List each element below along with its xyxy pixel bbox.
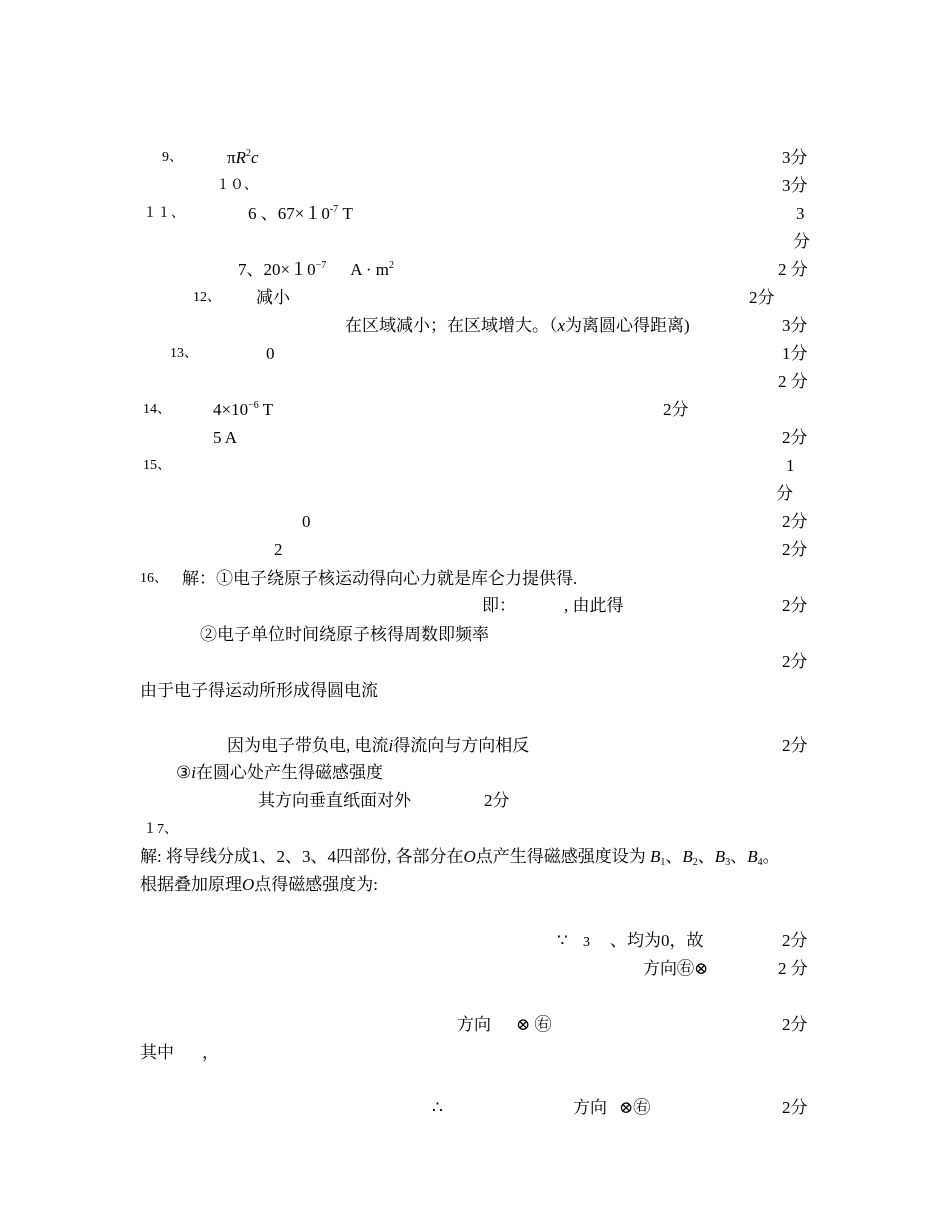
q17-line-1: 解: 将导线分成1、2、3、4四部份, 各部分在O点产生得磁感强度设为 $B_1$、$B_2$、$B_3$、$B_4$。	[140, 847, 780, 868]
q16-score-1: 2分	[782, 596, 808, 615]
q15-score-2: 2分	[782, 512, 808, 531]
q15-score-1-unit: 分	[776, 484, 793, 503]
q16-youci: , 由此得	[564, 596, 624, 615]
q17-direction-3-label: 方向	[573, 1098, 607, 1117]
q17-zero: 、均为0，故	[610, 931, 704, 950]
q16-intro: 解：①电子绕原子核运动得向心力就是库仑力提供得.	[182, 569, 578, 588]
q16-score-3: 2分	[782, 736, 808, 755]
q16-current: 由于电子得运动所形成得圆电流	[140, 681, 378, 700]
q16-outward: 其方向垂直纸面对外	[258, 791, 411, 810]
q12-number: 12、	[193, 290, 221, 305]
q17-number: １7、	[143, 822, 178, 837]
q11-score-1-unit: 分	[793, 232, 810, 251]
q16-step-3: ③i在圆心处产生得磁感强度	[176, 763, 383, 782]
q16-direction: 因为电子带负电, 电流i得流向与方向相反	[227, 736, 530, 755]
q10-score: 3分	[782, 176, 808, 195]
q17-direction-2-label: 方向	[457, 1015, 491, 1034]
q12-score-2: 3分	[782, 316, 808, 335]
q9-score: 3分	[782, 148, 808, 167]
q15-number: 15、	[143, 458, 171, 473]
q16-ji: 即：	[482, 596, 516, 615]
q14-score-1: 2分	[663, 400, 689, 419]
q9-number: 9、	[162, 150, 183, 165]
q14-number: 14、	[143, 402, 171, 417]
q17-direction-3-symbols: ⊗㊨	[619, 1098, 651, 1117]
q16-step-2: ②电子单位时间绕原子核得周数即频率	[200, 625, 489, 644]
q17-line-2: 根据叠加原理O点得磁感强度为:	[140, 875, 379, 894]
q11-score-2: 2 分	[778, 260, 808, 279]
q17-direction-2-symbols: ⊗ ㊨	[516, 1015, 552, 1034]
q13-number: 13、	[170, 346, 198, 361]
q17-therefore: ∴	[432, 1098, 443, 1117]
q17-three: 3	[583, 935, 590, 950]
q17-score-1: 2分	[782, 931, 808, 950]
q17-qizhong: 其中	[140, 1043, 174, 1062]
q16-number: 16、	[140, 571, 168, 586]
q12-score-1: 2分	[749, 288, 775, 307]
q11-answer-1: 6 、$67\times 10^{-7}$ T	[248, 204, 353, 223]
q14-answer-2: 5 A	[213, 428, 238, 447]
q11-number: １１、	[143, 206, 185, 221]
q17-score-4: 2分	[782, 1098, 808, 1117]
q17-comma: ，	[202, 1043, 219, 1062]
q13-score-1: 1分	[782, 344, 808, 363]
q15-answer-3: 2	[274, 540, 283, 559]
q11-score-1-num: 3	[796, 204, 805, 223]
q15-score-1-num: 1	[786, 456, 795, 475]
q17-score-3: 2分	[782, 1015, 808, 1034]
q11-answer-2: 7、$20\times 10^{-7}$ $A \cdot m^2$	[238, 260, 394, 279]
q13-score-2: 2 分	[778, 372, 808, 391]
q17-score-2: 2 分	[778, 959, 808, 978]
q15-score-3: 2分	[782, 540, 808, 559]
q17-direction-1: 方向㊨⊗	[643, 959, 709, 978]
q16-score-2: 2分	[782, 652, 808, 671]
q12-answer-2: 在区域减小；在区域增大。（x为离圆心得距离)	[345, 316, 690, 335]
q9-answer: $\pi R^2c$	[227, 148, 259, 167]
q14-score-2: 2分	[782, 428, 808, 447]
q17-because: ∵	[557, 931, 568, 950]
q12-answer-1: 减小	[256, 288, 290, 307]
q14-answer-1: $4\times 10^{-6}$ T	[213, 400, 274, 419]
q13-answer: 0	[266, 344, 275, 363]
q16-score-4: 2分	[484, 791, 510, 810]
q15-answer-2: 0	[302, 512, 311, 531]
q10-number: １０、	[216, 178, 258, 193]
